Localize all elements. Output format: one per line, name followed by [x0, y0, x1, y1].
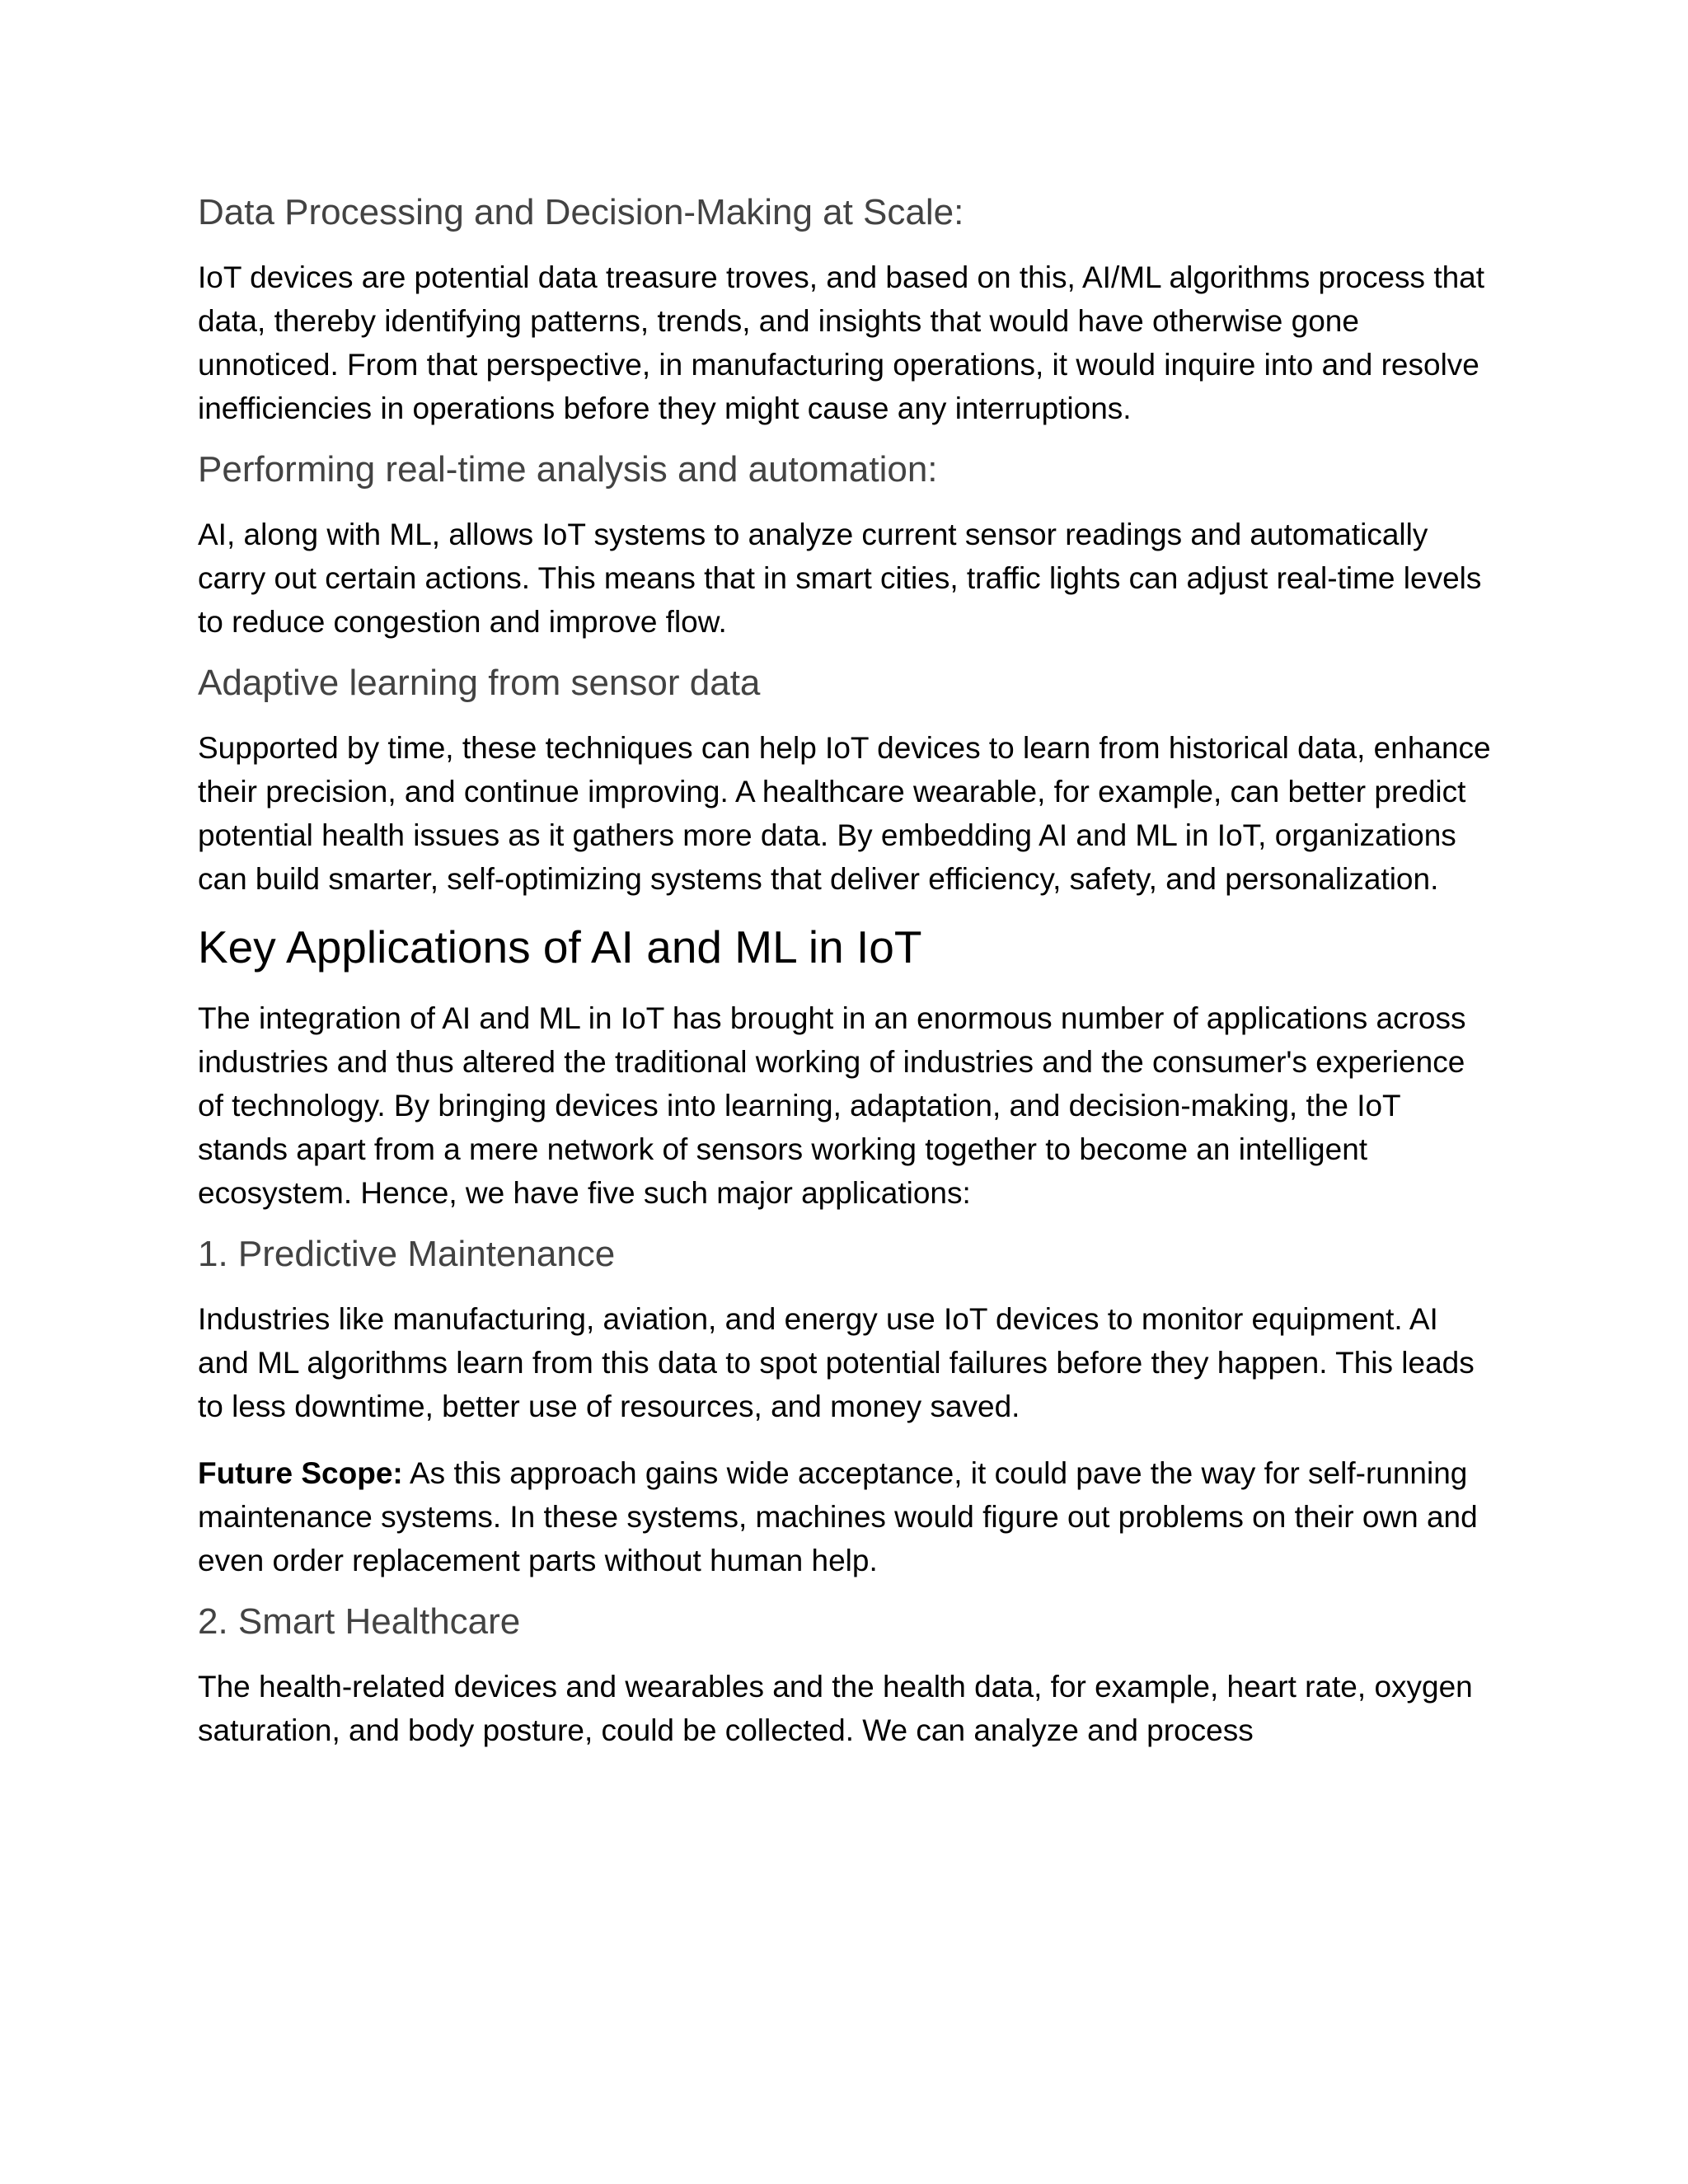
section-heading-real-time-analysis: Performing real-time analysis and automation:: [198, 449, 938, 490]
paragraph-data-processing: IoT devices are potential data treasure troves, and based on this, AI/ML algorithms process that data, thereby identifying patterns, trends, and insights that would have otherwise gone unnoticed. From that perspective, in manufacturing operations, it would inquire into and resolve inefficiencies in operations before they might cause any interruptions.: [198, 260, 1485, 425]
future-scope-text: As this approach gains wide acceptance, it could pave the way for self-running maintenance systems. In these systems, machines would figure out problems on their own and even order replacement parts without human help.: [198, 1456, 1478, 1577]
paragraph-smart-healthcare: The health-related devices and wearables and the health data, for example, heart rate, oxygen saturation, and body posture, could be collected. We can analyze and process: [198, 1670, 1473, 1747]
main-heading-key-applications: Key Applications of AI and ML in IoT: [198, 921, 922, 972]
future-scope-label: Future Scope:: [198, 1456, 403, 1490]
document-page: [198, 190, 1492, 1752]
section-heading-predictive-maintenance: 1. Predictive Maintenance: [198, 1234, 616, 1274]
section-heading-smart-healthcare: 2. Smart Healthcare: [198, 1601, 521, 1642]
section-heading-adaptive-learning: Adaptive learning from sensor data: [198, 663, 761, 703]
paragraph-adaptive-learning: Supported by time, these techniques can help IoT devices to learn from historical data, enhance their precision, and continue improving. A healthcare wearable, for example, can better predict potential health issues as it gathers more data. By embedding AI and ML in IoT, organizations can build smarter, self-optimizing systems that deliver efficiency, safety, and personalization.: [198, 731, 1491, 896]
paragraph-key-applications: The integration of AI and ML in IoT has brought in an enormous number of applications across industries and thus altered the traditional working of industries and the consumer's experience of technology. By bringing devices into learning, adaptation, and decision-making, the IoT stands apart from a mere network of sensors working together to become an intelligent ecosystem. Hence, we have five such major applications:: [198, 1001, 1466, 1210]
paragraph-future-scope: [198, 1451, 1492, 1582]
paragraph-real-time-analysis: AI, along with ML, allows IoT systems to analyze current sensor readings and automatically carry out certain actions. This means that in smart cities, traffic lights can adjust real-time levels to reduce congestion and improve flow.: [198, 518, 1482, 639]
section-heading-data-processing: Data Processing and Decision-Making at Scale:: [198, 192, 964, 232]
paragraph-predictive-maintenance: Industries like manufacturing, aviation, and energy use IoT devices to monitor equipment. AI and ML algorithms learn from this data to spot potential failures before they happen. This leads to less downtime, better use of resources, and money saved.: [198, 1302, 1475, 1423]
